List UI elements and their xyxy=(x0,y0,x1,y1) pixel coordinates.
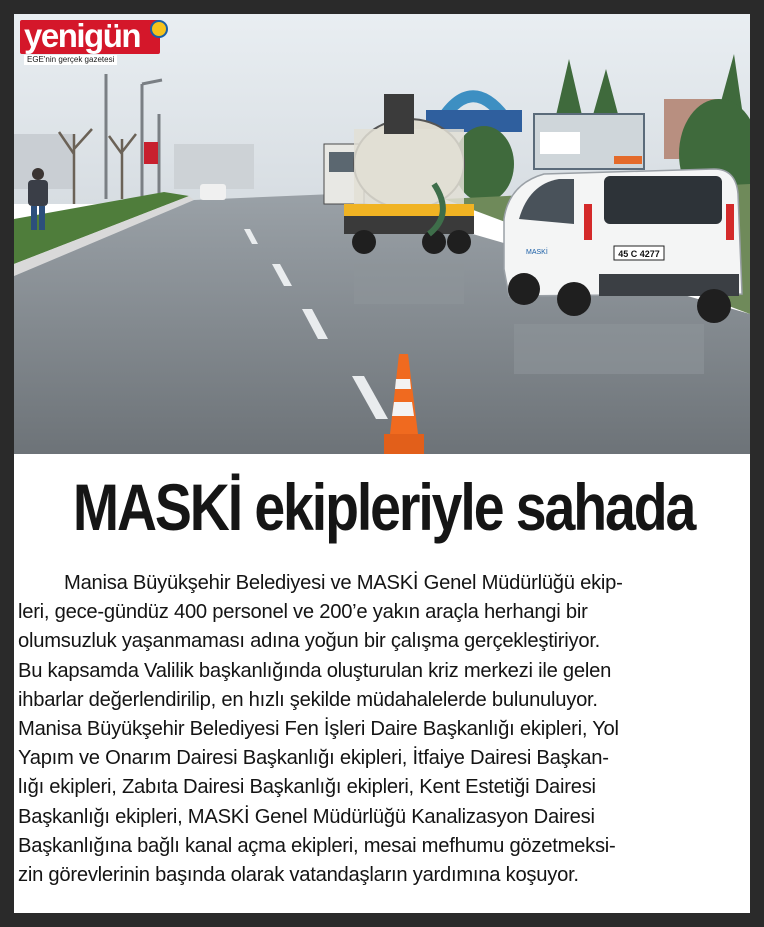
sun-icon xyxy=(150,20,168,38)
body-line: Manisa Büyükşehir Belediyesi Fen İşleri Daire Başkanlığı ekipleri, Yol xyxy=(18,718,619,741)
bus-stop-ad xyxy=(540,132,580,154)
rainy-street-scene xyxy=(14,14,750,454)
body-line: Başkanlığına bağlı kanal açma ekipleri, mesai mefhumu gözetmeksi- xyxy=(18,834,616,857)
newspaper-clipping xyxy=(14,14,750,913)
body-line: ihbarlar değerlendirilip, en hızlı şekilde müdahalelerde bulunuluyor. xyxy=(18,688,598,711)
article-headline: MASKİ ekipleriyle sahada xyxy=(72,470,695,544)
body-line: leri, gece-gündüz 400 personel ve 200’e yakın araçla herhangi bir xyxy=(18,601,588,624)
distant-car xyxy=(200,184,226,200)
license-plate: 45 C 4277 xyxy=(618,249,660,259)
body-line: lığı ekipleri, Zabıta Dairesi Başkanlığı ekipleri, Kent Estetiği Dairesi xyxy=(18,776,596,799)
van-logo-text: MASKİ xyxy=(526,249,548,256)
body-line: Manisa Büyükşehir Belediyesi ve MASKİ Genel Müdürlüğü ekip- xyxy=(64,572,623,594)
body-line: olumsuzluk yaşanmaması adına yoğun bir çalışma gerçekleştiriyor. xyxy=(18,630,601,653)
building xyxy=(174,144,254,189)
logo-wordmark: yenigün xyxy=(24,17,141,54)
body-line: zin görevlerinin başında olarak vatandaşların yardımına koşuyor. xyxy=(18,864,579,887)
body-line: Yapım ve Onarım Dairesi Başkanlığı ekipleri, İtfaiye Dairesi Başkan- xyxy=(18,747,609,770)
body-line: Bu kapsamda Valilik başkanlığında oluşturulan kriz merkezi ile gelen xyxy=(18,659,612,682)
body-line: Başkanlığı ekipleri, MASKİ Genel Müdürlüğü Kanalizasyon Dairesi xyxy=(18,805,595,828)
logo-tagline: EGE'nin gerçek gazetesi xyxy=(24,55,117,65)
newspaper-logo xyxy=(20,17,168,68)
article-body xyxy=(18,569,748,890)
turkish-flag xyxy=(144,142,158,164)
article-photo xyxy=(14,14,750,454)
